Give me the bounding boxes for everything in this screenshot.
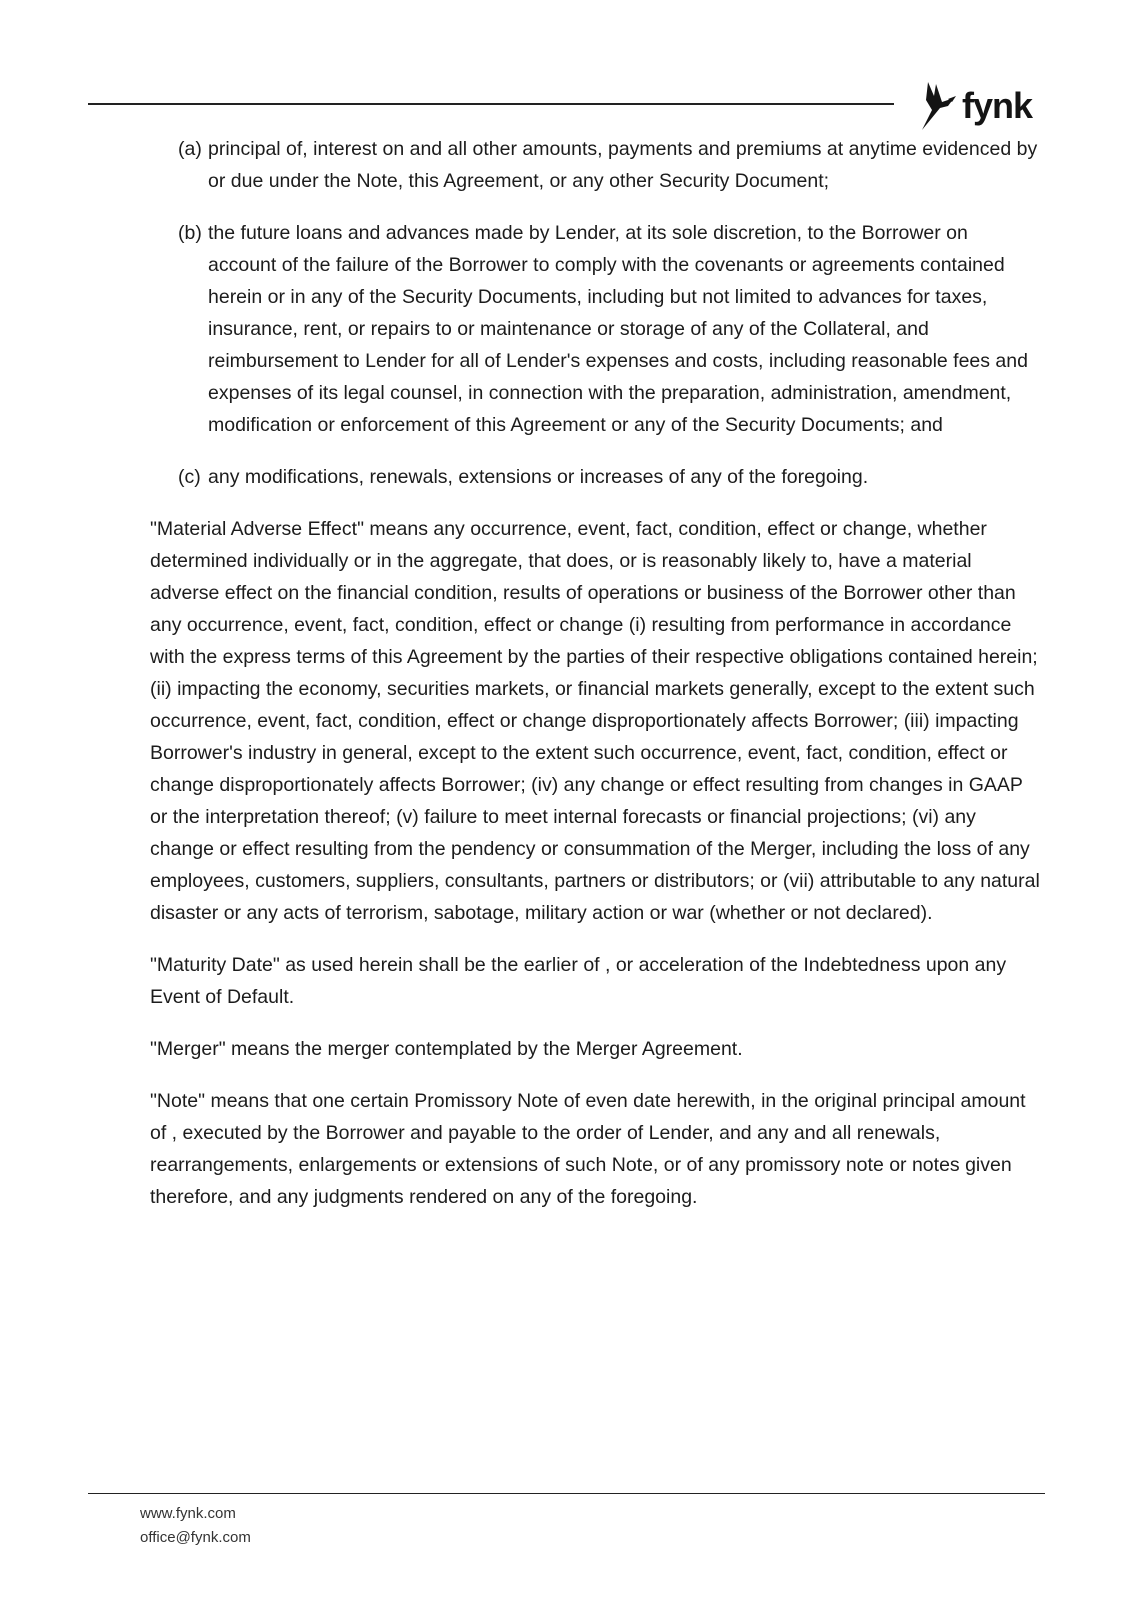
document-body [150,133,1040,1233]
bird-icon [918,80,958,132]
definition-note: "Note" means that one certain Promissory Note of even date herewith, in the original principal amount of , executed by the Borrower and payable to the order of Lender, and any and all renewals, rearrangements, enlargements or extensions of such Note, or of any promissory note or notes given therefore, and any judgments rendered on any of the foregoing. [150,1090,1026,1208]
list-item-c [178,461,1040,493]
definition-maturity-date: "Maturity Date" as used herein shall be the earlier of , or acceleration of the Indebtedness upon any Event of Default. [150,954,1007,1008]
list-text: any modifications, renewals, extensions or increases of any of the foregoing. [208,466,869,488]
logo-text: fynk [962,85,1033,126]
list-marker: (b) [178,222,202,244]
footer-divider [88,1493,1045,1494]
footer-website-link[interactable]: www.fynk.com [140,1505,236,1522]
definition-material-adverse-effect: "Material Adverse Effect" means any occurrence, event, fact, condition, effect or change, whether determined individually or in the aggregate, that does, or is reasonably likely to, have a material adverse effect on the financial condition, results of operations or business of the Borrower other than any occurrence, event, fact, condition, effect or change (i) resulting from performance in accordance with the express terms of this Agreement by the parties of their respective obligations contained herein; (ii) impacting the economy, securities markets, or financial markets generally, except to the extent such occurrence, event, fact, condition, effect or change disproportionately affects Borrower; (iii) impacting Borrower's industry in general, except to the extent such occurrence, event, fact, condition, effect or change disproportionately affects Borrower; (iv) any change or effect resulting from changes in GAAP or the interpretation thereof; (v) failure to meet internal forecasts or financial projections; (vi) any change or effect resulting from the pendency or consummation of the Merger, including the loss of any employees, customers, suppliers, consultants, partners or distributors; or (vii) attributable to any natural disaster or any acts of terrorism, sabotage, military action or war (whether or not declared). [150,518,1040,924]
list-item-a [178,133,1040,197]
definition-merger: "Merger" means the merger contemplated by the Merger Agreement. [150,1038,743,1060]
list-marker: (a) [178,138,202,160]
footer [140,1502,251,1550]
list-item-b [178,217,1040,441]
footer-email-link[interactable]: office@fynk.com [140,1529,251,1546]
list-marker: (c) [178,466,201,488]
brand-logo [918,78,1032,134]
list-text: the future loans and advances made by Lender, at its sole discretion, to the Borrower on account of the failure of the Borrower to comply with the covenants or agreements contained herein or in any of the Security Documents, including but not limited to advances for taxes, insurance, rent, or repairs to or maintenance or storage of any of the Collateral, and reimbursement to Lender for all of Lender's expenses and costs, including reasonable fees and expenses of its legal counsel, in connection with the preparation, administration, amendment, modification or enforcement of this Agreement or any of the Security Documents; and [208,222,1028,436]
header-divider [88,103,894,105]
list-text: principal of, interest on and all other amounts, payments and premiums at anytime evidenced by or due under the Note, this Agreement, or any other Security Document; [208,138,1038,192]
